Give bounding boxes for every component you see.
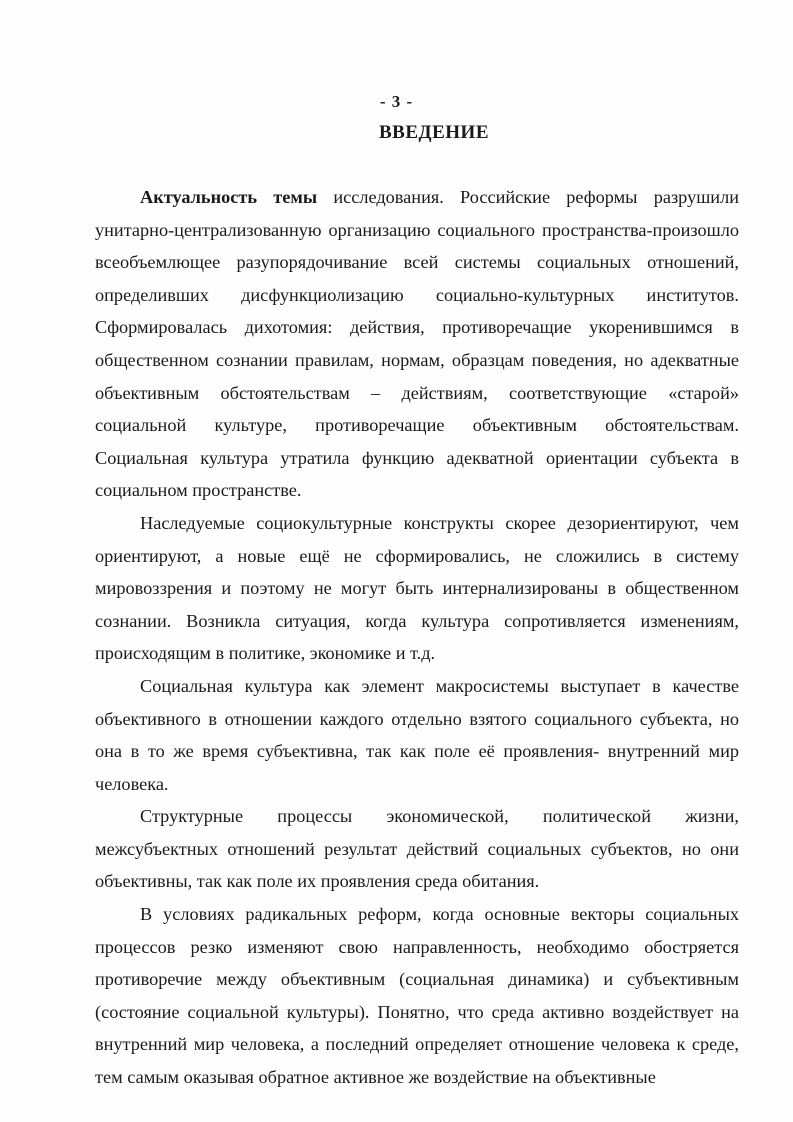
body-text [95, 181, 739, 1094]
paragraph-text: исследования. Российские реформы разрушили унитарно-централизованную организацию социального пространства-произошло всеобъемлющее разупорядочивание всей системы социальных отношений, определивших дисфункциолизацию социально-культурных институтов. Сформировалась дихотомия: действия, противоречащие укоренившимся в общественном сознании правилам, нормам, образцам поведения, но адекватные объективным обстоятельствам – действиям, соответствующие «старой» социальной культуре, противоречащие объективным обстоятельствам. Социальная культура утратила функцию адекватной ориентации субъекта в социальном пространстве. [95, 187, 739, 501]
bold-lead-phrase: Актуальность темы [140, 187, 318, 207]
paragraph-5: В условиях радикальных реформ, когда основные векторы социальных процессов резко изменяют свою направленность, необходимо обостряется противоречие между объективным (социальная динамика) и субъективным (состояние социальной культуры). Понятно, что среда активно воздействует на внутренний мир человека, а последний определяет отношение человека к среде, тем самым оказывая обратное активное же воздействие на объективные [95, 904, 739, 1088]
paragraph-1 [95, 181, 739, 507]
paragraph-2: Наследуемые социокультурные конструкты скорее дезориентируют, чем ориентируют, а новые ещё не сформировались, не сложились в систему мировоззрения и поэтому не могут быть интернализированы в общественном сознании. Возникла ситуация, когда культура сопротивляется изменениям, происходящим в политике, экономике и т.д. [95, 512, 739, 664]
page-title: ВВЕДЕНИЕ [379, 122, 489, 143]
paragraph-3: Социальная культура как элемент макросистемы выступает в качестве объективного в отношении каждого отдельно взятого социального субъекта, но она в то же время субъективна, так как поле её проявления- внутренний мир человека. [95, 675, 739, 794]
page-number: - 3 - [379, 92, 414, 111]
paragraph-4: Структурные процессы экономической, политической жизни, межсубъектных отношений результат действий социальных субъектов, но они объективны, так как поле их проявления среда обитания. [95, 806, 739, 892]
